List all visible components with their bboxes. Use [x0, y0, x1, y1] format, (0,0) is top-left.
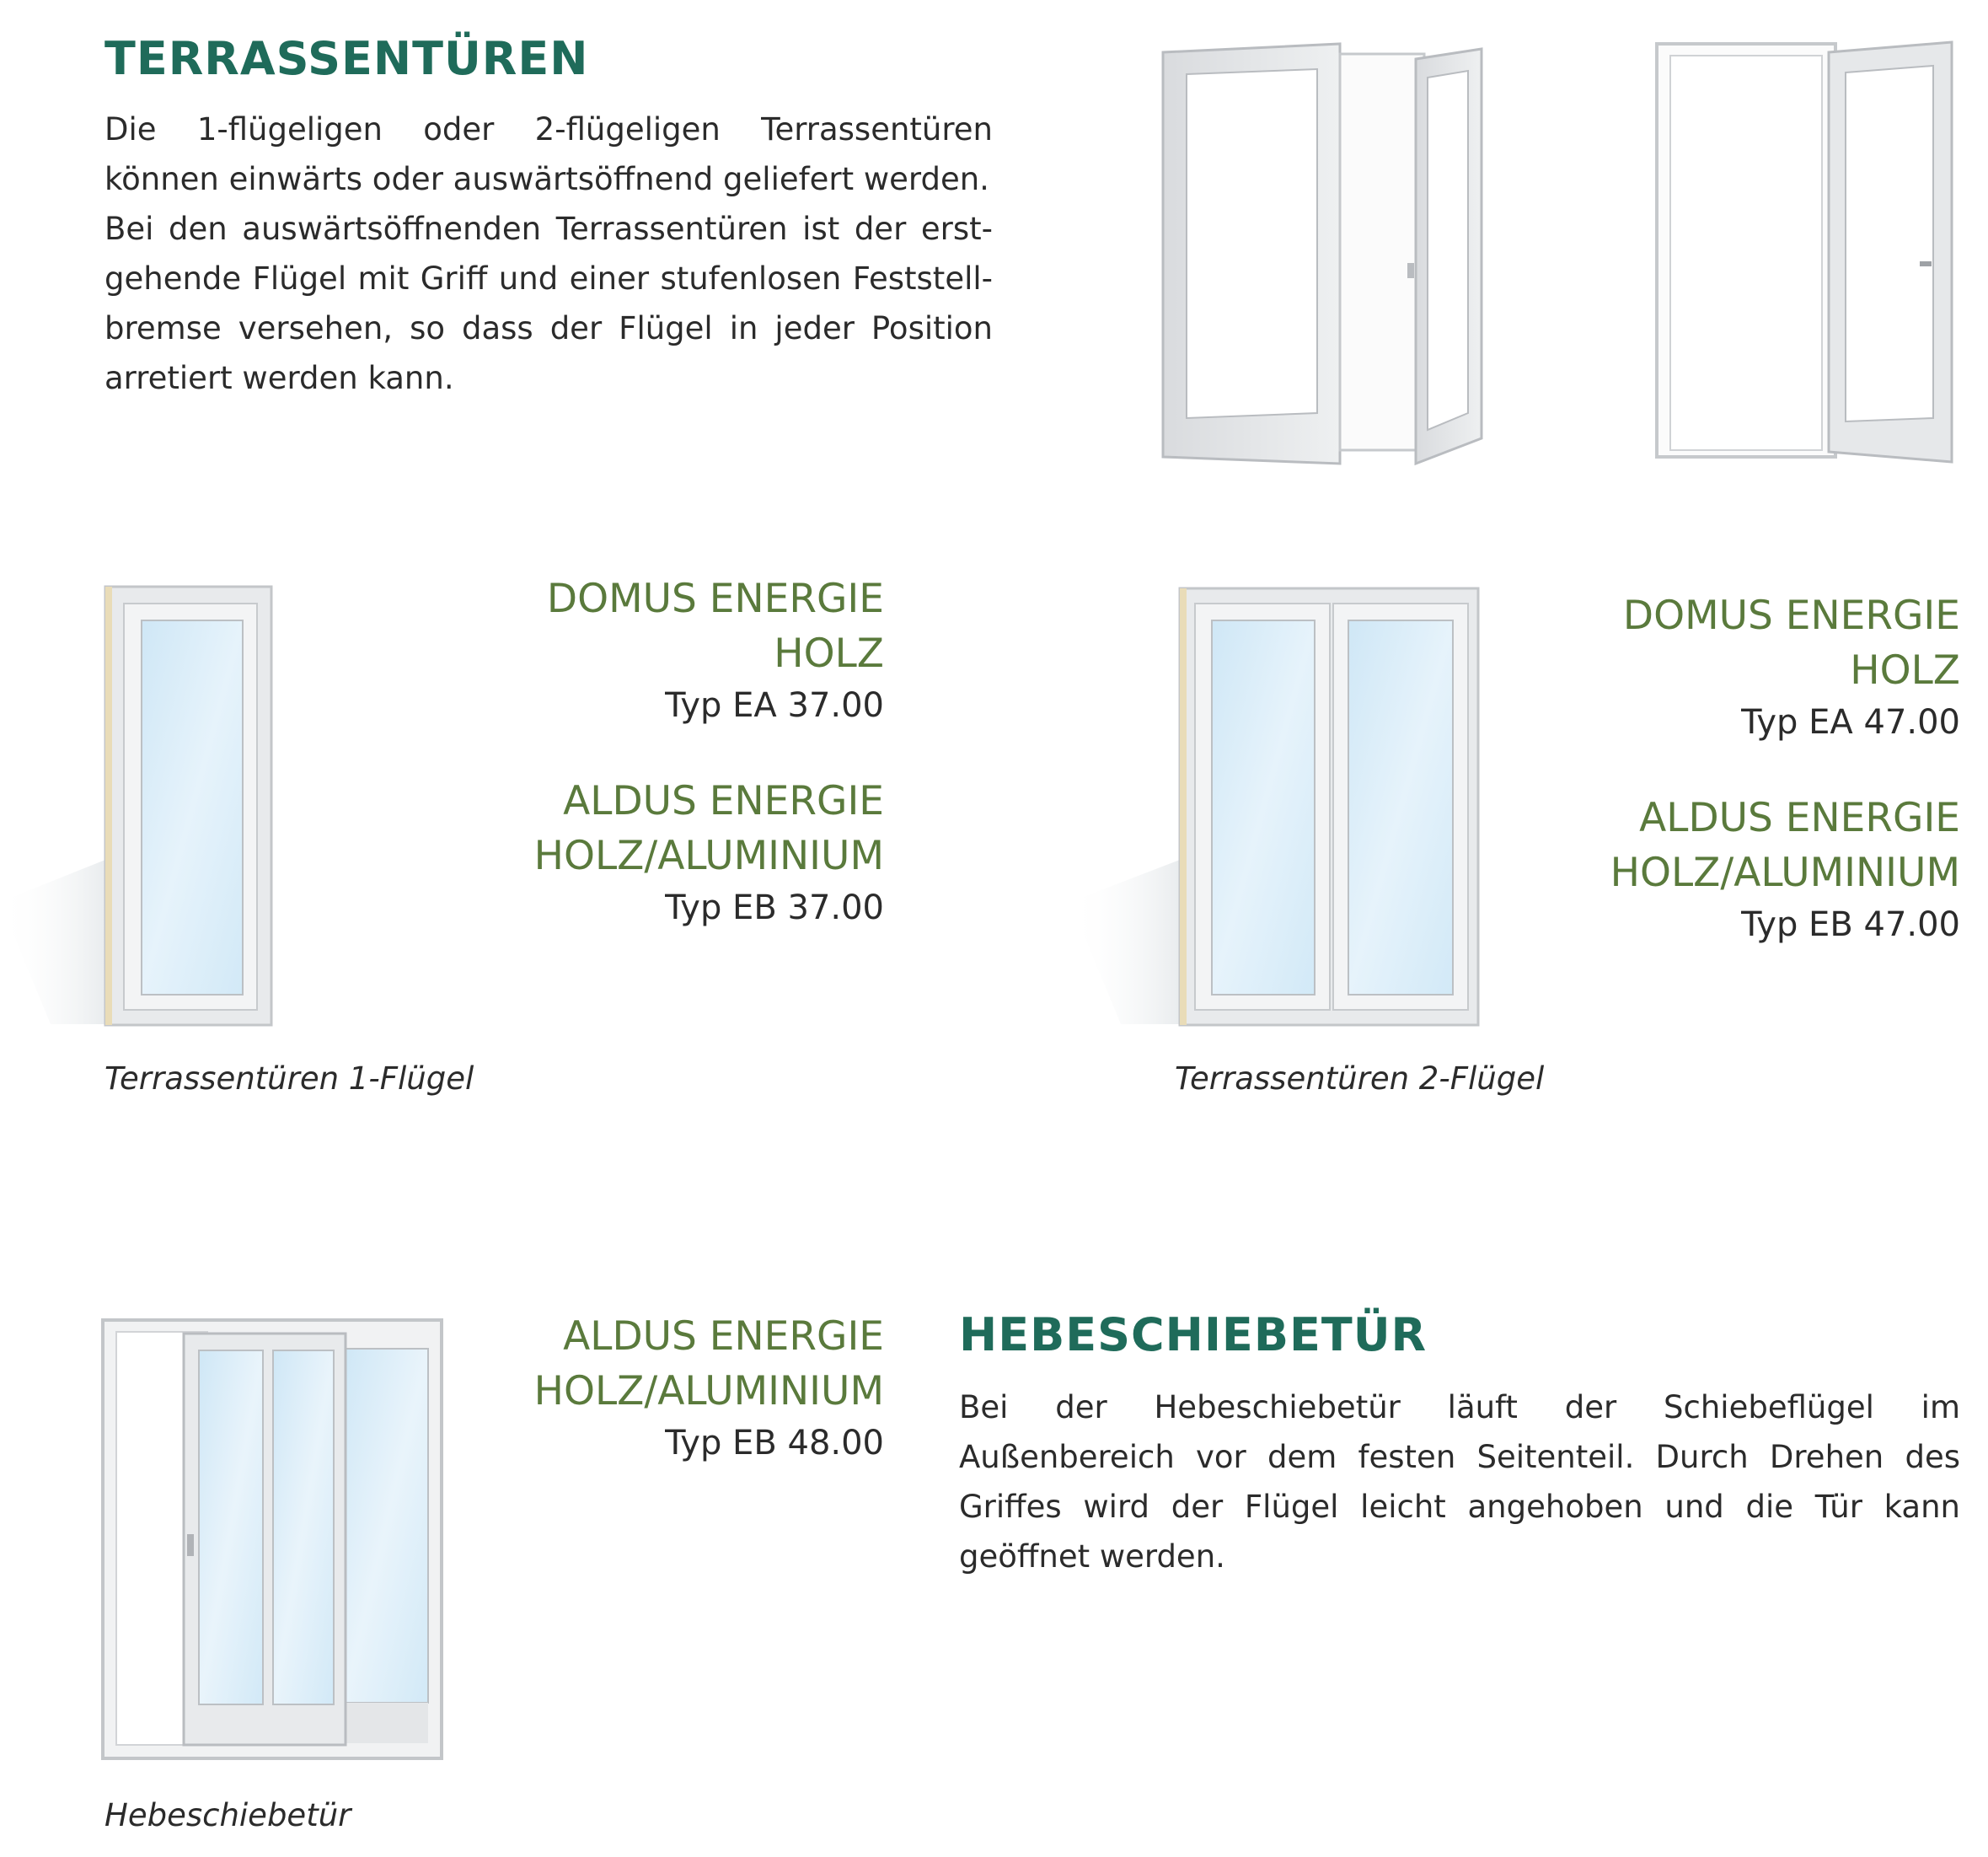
illustration-single-door-open [1652, 40, 1955, 470]
terrassen-paragraph-1: Die 1-flügeligen oder 2-flügeligen Terrassentüren können einwärts oder auswärtsöffnend geliefert werden. [104, 111, 993, 197]
caption-door-1-wing: Terrassentüren 1-Flügel [104, 1060, 474, 1097]
product-type-eb47: Typ EB 47.00 [1741, 905, 1960, 944]
door2-product-list [1610, 588, 1960, 993]
product-type-ea37: Typ EA 37.00 [665, 686, 884, 725]
illustration-double-door-open [1163, 42, 1483, 472]
slider-product-list [534, 1309, 884, 1511]
illustration-terrace-door-2-wing [1070, 582, 1483, 1028]
illustration-terrace-door-1-wing [0, 582, 278, 1028]
product-name-aldus-eb48: ALDUS ENERGIE HOLZ/ALUMINIUM [533, 1313, 884, 1414]
product-type-eb48: Typ EB 48.00 [665, 1424, 884, 1463]
product-name-aldus-eb47: ALDUS ENERGIE HOLZ/ALUMINIUM [1610, 795, 1960, 896]
section-title-terrassentueren: TERRASSENTÜREN [104, 32, 589, 85]
product-type-eb37: Typ EB 37.00 [665, 888, 884, 927]
product-name-aldus-eb37: ALDUS ENERGIE HOLZ/ALUMINIUM [533, 778, 884, 879]
hebeschiebetuer-paragraph: Bei der Hebeschiebetür läuft der Schiebeflügel im Außenbereich vor dem festen Seitenteil. Durch Drehen des Griffes wird der Flügel leicht angehoben und die Tür kann geöffnet werden. [959, 1389, 1960, 1575]
caption-door-2-wing: Terrassentüren 2-Flügel [1175, 1060, 1545, 1097]
product-type-ea47: Typ EA 47.00 [1741, 703, 1960, 742]
terrassen-paragraph-2: Bei den auswärtsöffnenden Terrassentüren ist der erst-gehende Flügel mit Griff und einer stufenlosen Feststell-bremse versehen, so dass der Flügel in jeder Position arretiert werden kann. [104, 211, 993, 396]
section-title-hebeschiebetuer: HEBESCHIEBETÜR [959, 1308, 1428, 1361]
door1-product-list [534, 572, 884, 976]
hebeschiebetuer-description [959, 1382, 1960, 1581]
caption-lift-slide-door: Hebeschiebetür [104, 1797, 351, 1833]
terrassen-description [104, 105, 993, 403]
product-name-domus-ea47: DOMUS ENERGIE HOLZ [1622, 593, 1960, 694]
product-name-domus-ea37: DOMUS ENERGIE HOLZ [546, 576, 884, 677]
illustration-lift-slide-door [99, 1315, 453, 1762]
